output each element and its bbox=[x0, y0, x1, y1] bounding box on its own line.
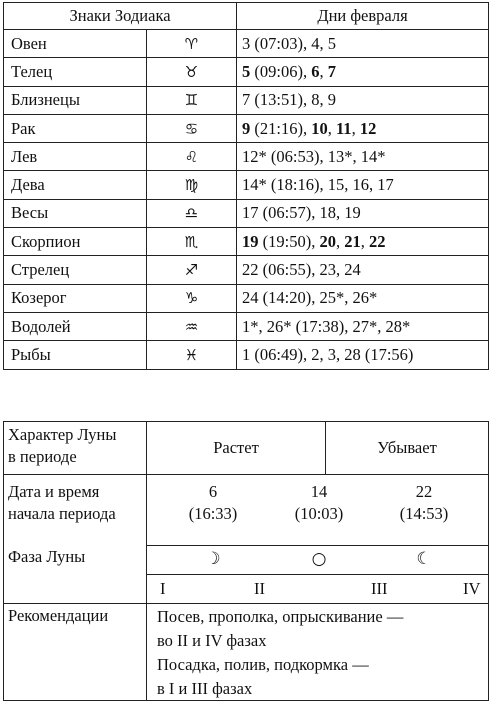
day-segment: 7 bbox=[327, 61, 336, 81]
first-quarter-moon-icon: ☽ bbox=[205, 549, 221, 569]
day-segment: 20 bbox=[319, 231, 336, 251]
zodiac-row bbox=[4, 228, 489, 256]
moon-phase-glyphs bbox=[147, 546, 489, 575]
day-segment: 22 (06:55), 23, 24 bbox=[242, 260, 361, 280]
day-segment: 17 (06:57), 18, 19 bbox=[242, 203, 361, 223]
recommendations-row bbox=[4, 604, 489, 701]
zodiac-row bbox=[4, 30, 489, 58]
libra-icon: ♎︎ bbox=[147, 199, 237, 227]
pisces-icon: ♓︎ bbox=[147, 341, 237, 369]
waxing-cell: Растет bbox=[147, 422, 326, 475]
zodiac-sign-name: Стрелец bbox=[4, 256, 147, 284]
zodiac-days bbox=[237, 312, 489, 340]
day-segment: 22 bbox=[368, 231, 386, 251]
period-date-2: 14 (10:03) bbox=[294, 482, 344, 523]
zodiac-days bbox=[237, 86, 489, 114]
moon-character-row bbox=[4, 422, 489, 475]
period-date-3: 22 (14:53) bbox=[399, 482, 449, 523]
moon-phase-numeral-row bbox=[4, 575, 489, 604]
day-segment: (19:50), bbox=[258, 231, 320, 251]
day-segment: 12* (06:53), 13*, 14* bbox=[242, 146, 386, 166]
zodiac-row bbox=[4, 341, 489, 369]
zodiac-days bbox=[237, 228, 489, 256]
day-segment: 19 bbox=[242, 231, 259, 251]
taurus-icon: ♉︎ bbox=[147, 58, 237, 86]
zodiac-days bbox=[237, 341, 489, 369]
moon-phase-row bbox=[4, 546, 489, 575]
zodiac-sign-name: Козерог bbox=[4, 284, 147, 312]
zodiac-sign-name: Скорпион bbox=[4, 228, 147, 256]
zodiac-row bbox=[4, 86, 489, 114]
day-segment: 1 (06:49), 2, 3, 28 (17:56) bbox=[242, 344, 414, 364]
day-segment: (09:06), bbox=[250, 61, 312, 81]
day-segment: 6 bbox=[311, 61, 320, 81]
zodiac-sign-name: Весы bbox=[4, 199, 147, 227]
zodiac-row bbox=[4, 256, 489, 284]
zodiac-header-row bbox=[4, 3, 489, 30]
day-segment: 12 bbox=[359, 118, 377, 138]
day-segment: 5 bbox=[242, 61, 251, 81]
last-quarter-moon-icon: ☾ bbox=[416, 549, 432, 569]
zodiac-sign-name: Дева bbox=[4, 171, 147, 199]
zodiac-row bbox=[4, 284, 489, 312]
virgo-icon: ♍︎ bbox=[147, 171, 237, 199]
day-segment: , bbox=[319, 61, 328, 81]
zodiac-row bbox=[4, 143, 489, 171]
moon-table bbox=[3, 421, 489, 701]
zodiac-days bbox=[237, 30, 489, 58]
recommendation-line: в I и III фазах bbox=[157, 679, 253, 698]
zodiac-days bbox=[237, 199, 489, 227]
leo-icon: ♌︎ bbox=[147, 143, 237, 171]
phase-numerals-cell bbox=[147, 575, 489, 604]
period-dates-cell bbox=[147, 475, 489, 546]
period-start-label: Дата и время начала периода bbox=[4, 475, 147, 546]
zodiac-sign-name: Овен bbox=[4, 30, 147, 58]
day-segment: , bbox=[335, 231, 345, 251]
zodiac-sign-name: Лев bbox=[4, 143, 147, 171]
zodiac-days bbox=[237, 114, 489, 142]
period-date-1: 6 (16:33) bbox=[188, 482, 238, 523]
zodiac-sign-name: Близнецы bbox=[4, 86, 147, 114]
zodiac-sign-name: Телец bbox=[4, 58, 147, 86]
scorpio-icon: ♏︎ bbox=[147, 228, 237, 256]
moon-phase-label: Фаза Луны bbox=[4, 546, 147, 575]
day-segment: , bbox=[351, 118, 360, 138]
day-segment: 24 (14:20), 25*, 26* bbox=[242, 288, 378, 308]
phase-numeral-2: II bbox=[254, 579, 265, 598]
february-days-header: Дни февраля bbox=[237, 3, 489, 30]
phase-numeral-4: IV bbox=[463, 579, 481, 598]
day-segment: 11 bbox=[335, 118, 352, 138]
zodiac-row bbox=[4, 312, 489, 340]
day-segment: 21 bbox=[344, 231, 361, 251]
phase-numeral-1: I bbox=[160, 579, 166, 598]
zodiac-signs-header: Знаки Зодиака bbox=[4, 3, 237, 30]
zodiac-days bbox=[237, 284, 489, 312]
day-segment: (21:16), bbox=[250, 118, 312, 138]
empty-label-cell bbox=[4, 575, 147, 604]
moon-character-label: Характер Луны в периоде bbox=[4, 422, 147, 475]
phase-numeral-3: III bbox=[371, 579, 388, 598]
day-segment: , bbox=[360, 231, 369, 251]
zodiac-row bbox=[4, 171, 489, 199]
recommendation-line: Посадка, полив, подкормка — bbox=[157, 655, 369, 674]
day-segment: 1*, 26* (17:38), 27*, 28* bbox=[242, 316, 411, 336]
zodiac-sign-name: Рак bbox=[4, 114, 147, 142]
day-segment: , bbox=[327, 118, 336, 138]
zodiac-days bbox=[237, 256, 489, 284]
recommendations-label: Рекомендации bbox=[4, 604, 147, 701]
zodiac-table bbox=[3, 2, 489, 370]
cancer-icon: ♋︎ bbox=[147, 114, 237, 142]
zodiac-sign-name: Водолей bbox=[4, 312, 147, 340]
zodiac-days bbox=[237, 58, 489, 86]
aquarius-icon: ♒︎ bbox=[147, 312, 237, 340]
recommendations-cell bbox=[147, 604, 489, 701]
zodiac-row bbox=[4, 114, 489, 142]
capricorn-icon: ♑︎ bbox=[147, 284, 237, 312]
zodiac-row bbox=[4, 58, 489, 86]
day-segment: 9 bbox=[242, 118, 251, 138]
day-segment: 10 bbox=[311, 118, 328, 138]
moon-period-start-row bbox=[4, 475, 489, 546]
aries-icon: ♈︎ bbox=[147, 30, 237, 58]
recommendation-line: во II и IV фазах bbox=[157, 631, 267, 650]
zodiac-days bbox=[237, 171, 489, 199]
recommendation-line: Посев, прополка, опрыскивание — bbox=[157, 607, 404, 626]
zodiac-row bbox=[4, 199, 489, 227]
zodiac-days bbox=[237, 143, 489, 171]
waning-cell: Убывает bbox=[326, 422, 489, 475]
zodiac-sign-name: Рыбы bbox=[4, 341, 147, 369]
day-segment: 7 (13:51), 8, 9 bbox=[242, 90, 336, 110]
day-segment: 14* (18:16), 15, 16, 17 bbox=[242, 175, 394, 195]
full-moon-icon: ○ bbox=[311, 549, 327, 569]
gemini-icon: ♊︎ bbox=[147, 86, 237, 114]
sagittarius-icon: ♐︎ bbox=[147, 256, 237, 284]
day-segment: 3 (07:03), 4, 5 bbox=[242, 33, 336, 53]
